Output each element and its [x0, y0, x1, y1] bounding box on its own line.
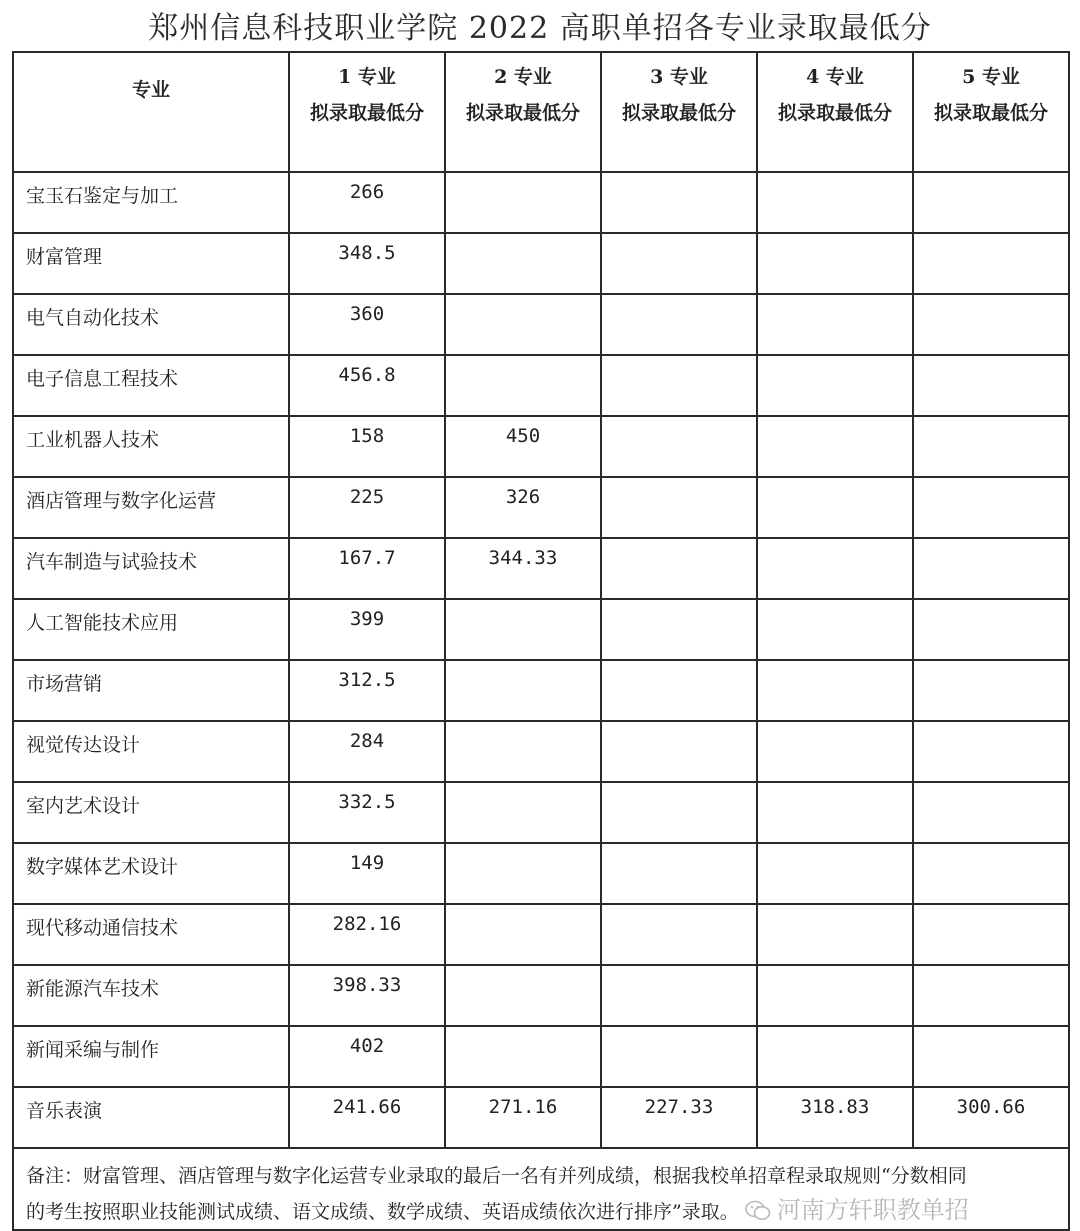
header-col-sublabel: 拟录取最低分 [777, 102, 892, 124]
score-cell-col-3 [601, 721, 757, 782]
score-cell-col-5 [913, 416, 1069, 477]
score-cell-col-2 [445, 599, 601, 660]
score-cell-col-5 [913, 965, 1069, 1026]
score-cell-col-5 [913, 599, 1069, 660]
watermark [745, 1196, 969, 1224]
score-cell-col-2: 450 [445, 416, 601, 477]
score-cell-col-4 [757, 782, 913, 843]
table-row [13, 294, 1069, 355]
major-name-cell: 数字媒体艺术设计 [13, 843, 289, 904]
score-cell-col-2: 326 [445, 477, 601, 538]
score-cell-col-5 [913, 904, 1069, 965]
score-cell-col-3 [601, 355, 757, 416]
score-cell-col-2 [445, 843, 601, 904]
score-cell-col-1: 402 [289, 1026, 445, 1087]
header-col-sublabel: 拟录取最低分 [933, 102, 1048, 124]
score-cell-col-2 [445, 1026, 601, 1087]
score-cell-col-4 [757, 965, 913, 1026]
header-col-sublabel: 拟录取最低分 [621, 102, 736, 124]
score-cell-col-4 [757, 477, 913, 538]
table-row [13, 843, 1069, 904]
major-name-cell: 宝玉石鉴定与加工 [13, 172, 289, 233]
table-row [13, 660, 1069, 721]
score-cell-col-4 [757, 1026, 913, 1087]
score-cell-col-1: 167.7 [289, 538, 445, 599]
major-name-cell: 工业机器人技术 [13, 416, 289, 477]
table-row [13, 1087, 1069, 1148]
score-cell-col-1: 266 [289, 172, 445, 233]
table-row [13, 538, 1069, 599]
score-cell-col-4 [757, 294, 913, 355]
score-cell-col-3 [601, 782, 757, 843]
table-row [13, 721, 1069, 782]
header-col-label: 3 专业 [650, 66, 708, 88]
score-cell-col-5 [913, 843, 1069, 904]
score-cell-col-2 [445, 233, 601, 294]
score-cell-col-5 [913, 477, 1069, 538]
score-cell-col-1: 241.66 [289, 1087, 445, 1148]
note-cell [13, 1148, 1069, 1230]
score-cell-col-4 [757, 538, 913, 599]
score-cell-col-4: 318.83 [757, 1087, 913, 1148]
header-col-label: 2 专业 [494, 66, 552, 88]
major-name-cell: 室内艺术设计 [13, 782, 289, 843]
major-name-cell: 视觉传达设计 [13, 721, 289, 782]
score-cell-col-3 [601, 172, 757, 233]
score-cell-col-2 [445, 782, 601, 843]
score-cell-col-3 [601, 233, 757, 294]
major-name-cell: 音乐表演 [13, 1087, 289, 1148]
note-row [13, 1148, 1069, 1230]
score-cell-col-2 [445, 904, 601, 965]
score-cell-col-1: 360 [289, 294, 445, 355]
table-row [13, 904, 1069, 965]
table-header-row [13, 52, 1069, 172]
table-row [13, 172, 1069, 233]
score-cell-col-2 [445, 294, 601, 355]
major-name-cell: 电气自动化技术 [13, 294, 289, 355]
header-col-sublabel: 拟录取最低分 [309, 102, 424, 124]
score-cell-col-5 [913, 660, 1069, 721]
score-cell-col-3 [601, 599, 757, 660]
header-col-label: 4 专业 [806, 66, 864, 88]
table-row [13, 416, 1069, 477]
header-col-sublabel: 拟录取最低分 [465, 102, 580, 124]
score-cell-col-2 [445, 355, 601, 416]
major-name-cell: 新闻采编与制作 [13, 1026, 289, 1087]
score-cell-col-1: 158 [289, 416, 445, 477]
major-name-cell: 财富管理 [13, 233, 289, 294]
header-col-3 [601, 52, 757, 172]
score-cell-col-2 [445, 172, 601, 233]
major-name-cell: 新能源汽车技术 [13, 965, 289, 1026]
score-cell-col-1: 282.16 [289, 904, 445, 965]
major-name-cell: 市场营销 [13, 660, 289, 721]
score-cell-col-1: 456.8 [289, 355, 445, 416]
table-row [13, 355, 1069, 416]
table-row [13, 233, 1069, 294]
score-cell-col-3 [601, 843, 757, 904]
header-col-label: 5 专业 [962, 66, 1020, 88]
score-cell-col-4 [757, 172, 913, 233]
score-cell-col-5 [913, 172, 1069, 233]
header-col-1 [289, 52, 445, 172]
score-cell-col-5 [913, 233, 1069, 294]
header-col-5 [913, 52, 1069, 172]
note-line-2 [26, 1193, 1056, 1229]
score-table [12, 51, 1070, 1231]
score-cell-col-1: 399 [289, 599, 445, 660]
score-cell-col-4 [757, 233, 913, 294]
score-cell-col-4 [757, 904, 913, 965]
major-name-cell: 电子信息工程技术 [13, 355, 289, 416]
score-cell-col-5: 300.66 [913, 1087, 1069, 1148]
table-row [13, 782, 1069, 843]
score-cell-col-5 [913, 538, 1069, 599]
score-cell-col-3 [601, 294, 757, 355]
score-cell-col-4 [757, 660, 913, 721]
score-cell-col-3: 227.33 [601, 1087, 757, 1148]
score-cell-col-4 [757, 416, 913, 477]
score-cell-col-4 [757, 721, 913, 782]
table-row [13, 1026, 1069, 1087]
score-cell-col-2 [445, 660, 601, 721]
major-name-cell: 现代移动通信技术 [13, 904, 289, 965]
score-cell-col-5 [913, 355, 1069, 416]
score-cell-col-3 [601, 904, 757, 965]
score-cell-col-3 [601, 1026, 757, 1087]
note-line-2-text: 的考生按照职业技能测试成绩、语文成绩、数学成绩、英语成绩依次进行排序”录取。 [26, 1201, 739, 1223]
score-cell-col-1: 398.33 [289, 965, 445, 1026]
score-cell-col-2: 271.16 [445, 1087, 601, 1148]
document-title: 郑州信息科技职业学院 2022 高职单招各专业录取最低分 [148, 11, 932, 46]
score-cell-col-2: 344.33 [445, 538, 601, 599]
score-cell-col-3 [601, 538, 757, 599]
table-row [13, 477, 1069, 538]
score-cell-col-1: 284 [289, 721, 445, 782]
header-major: 专业 [13, 52, 289, 172]
score-cell-col-5 [913, 294, 1069, 355]
header-col-label: 1 专业 [338, 66, 396, 88]
score-cell-col-5 [913, 782, 1069, 843]
watermark-text: 河南方轩职教单招 [776, 1196, 969, 1224]
header-col-2 [445, 52, 601, 172]
major-name-cell: 人工智能技术应用 [13, 599, 289, 660]
table-row [13, 965, 1069, 1026]
note-line-1: 备注：财富管理、酒店管理与数字化运营专业录取的最后一名有并列成绩，根据我校单招章程录取规则“分数相同 [26, 1165, 967, 1187]
table-body [13, 172, 1069, 1148]
score-cell-col-1: 332.5 [289, 782, 445, 843]
score-cell-col-4 [757, 599, 913, 660]
score-cell-col-3 [601, 660, 757, 721]
score-cell-col-3 [601, 416, 757, 477]
score-cell-col-5 [913, 1026, 1069, 1087]
score-cell-col-4 [757, 843, 913, 904]
score-cell-col-1: 312.5 [289, 660, 445, 721]
score-cell-col-3 [601, 965, 757, 1026]
score-cell-col-4 [757, 355, 913, 416]
major-name-cell: 汽车制造与试验技术 [13, 538, 289, 599]
score-cell-col-5 [913, 721, 1069, 782]
score-cell-col-2 [445, 721, 601, 782]
score-cell-col-1: 149 [289, 843, 445, 904]
table-row [13, 599, 1069, 660]
score-cell-col-1: 348.5 [289, 233, 445, 294]
score-cell-col-1: 225 [289, 477, 445, 538]
wechat-icon [745, 1200, 771, 1222]
score-cell-col-2 [445, 965, 601, 1026]
score-cell-col-3 [601, 477, 757, 538]
major-name-cell: 酒店管理与数字化运营 [13, 477, 289, 538]
header-col-4 [757, 52, 913, 172]
